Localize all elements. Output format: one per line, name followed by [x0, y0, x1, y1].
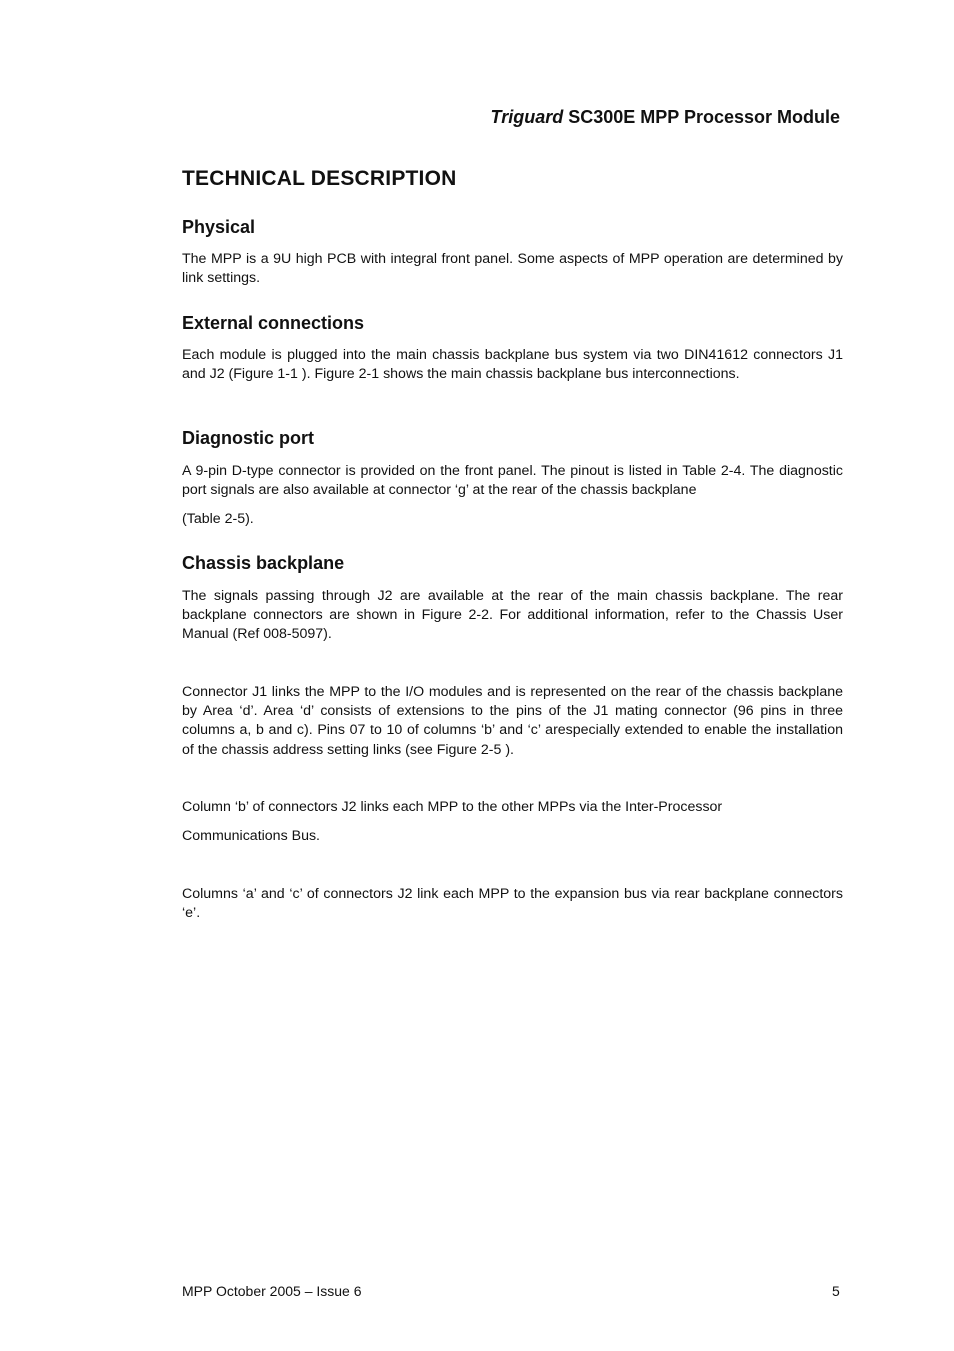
page-title: TECHNICAL DESCRIPTION: [182, 167, 457, 190]
header-title: SC300E MPP Processor Module: [563, 107, 840, 127]
paragraph-external-connections: Each module is plugged into the main chassis backplane bus system via two DIN41612 connectors J1 and J2 (Figure 1-1 ). Figure 2-1 shows the main chassis backplane bus interconnections.: [182, 347, 843, 383]
heading-physical: Physical: [182, 217, 256, 237]
paragraph-diagnostic-port: A 9-pin D-type connector is provided on the front panel. The pinout is listed in Table 2-4. The diagnostic port signals are also available at connector ‘g’ at the rear of the chassis backplane: [182, 463, 843, 499]
paragraph-chassis-2: Connector J1 links the MPP to the I/O modules and is represented on the rear of the chassis backplane by Area ‘d’. Area ‘d’ consists of extensions to the pins of the J1 mating connector (96 pins in three columns a, b and c). Pins 07 to 10 of columns ‘b’ and ‘c’ arespecially extended to enable the installation of the chassis address setting links (see Figure 2-5 ).: [182, 684, 843, 758]
paragraph-chassis-4: Columns ‘a’ and ‘c’ of connectors J2 link each MPP to the expansion bus via rear backplane connectors ‘e’.: [182, 886, 843, 922]
heading-chassis-backplane: Chassis backplane: [182, 553, 345, 573]
heading-external-connections: External connections: [182, 313, 365, 333]
paragraph-chassis-3a: Column ‘b’ of connectors J2 links each MPP to the other MPPs via the Inter-Processor: [182, 799, 723, 815]
paragraph-chassis-1: The signals passing through J2 are available at the rear of the main chassis backplane. The rear backplane connectors are shown in Figure 2-2. For additional information, refer to the Chassis User Manual (Ref 008-5097).: [182, 588, 843, 643]
footer-issue: MPP October 2005 – Issue 6: [182, 1283, 362, 1299]
page-number: 5: [832, 1283, 840, 1299]
paragraph-diagnostic-port-ref: (Table 2-5).: [182, 511, 254, 527]
running-header: [491, 107, 840, 128]
header-brand: Triguard: [490, 107, 564, 127]
heading-diagnostic-port: Diagnostic port: [182, 428, 315, 448]
paragraph-chassis-3b: Communications Bus.: [182, 828, 320, 844]
paragraph-physical: The MPP is a 9U high PCB with integral front panel. Some aspects of MPP operation are determined by link settings.: [182, 251, 843, 287]
